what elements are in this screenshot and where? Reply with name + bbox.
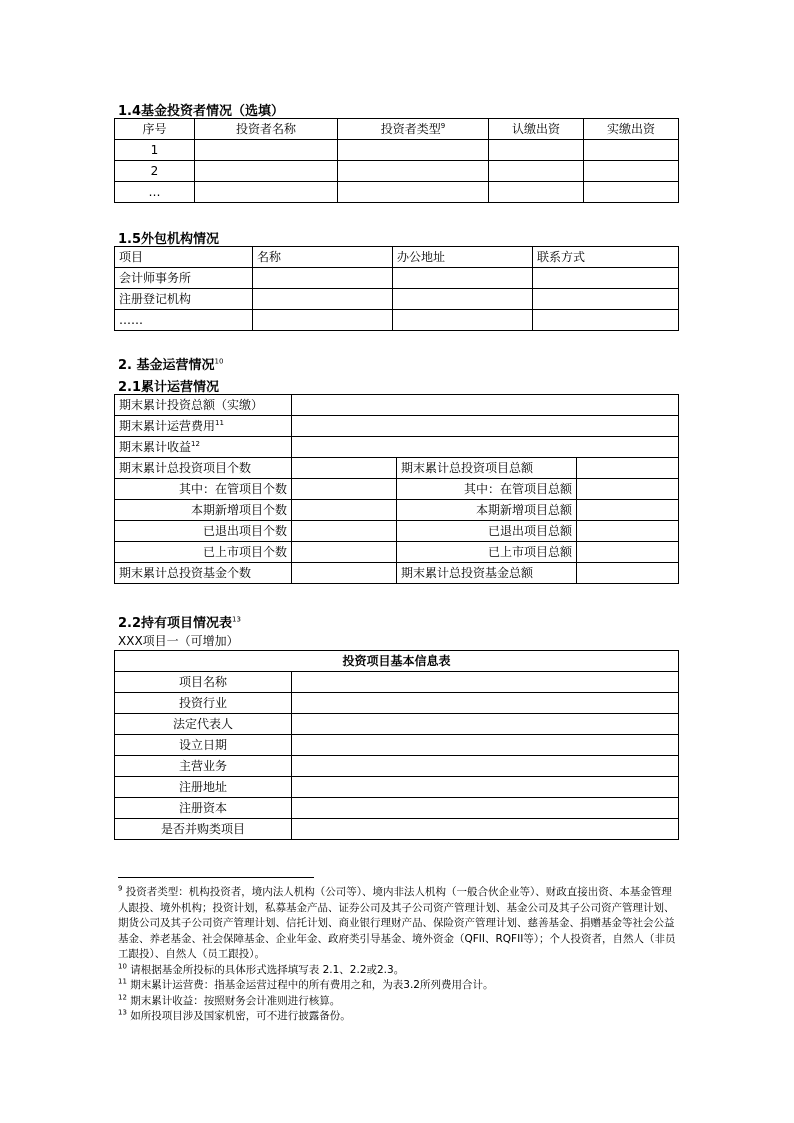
empty-cell	[292, 735, 679, 756]
table-row	[115, 714, 679, 735]
header-cell: 名称	[253, 247, 393, 268]
row-label: 期末累计运营费用$^{11}$	[115, 416, 292, 437]
table-row	[115, 521, 679, 542]
row-label: 本期新增项目个数	[115, 500, 292, 521]
footnote: $^{10}$ 请根据基金所投标的具体形式选择填写表 2.1、2.2或2.3。	[118, 962, 405, 976]
empty-cell	[292, 693, 679, 714]
empty-cell	[338, 161, 489, 182]
header-cell: 投资者名称	[195, 119, 338, 140]
project-info-table	[114, 650, 679, 840]
table-row	[115, 500, 679, 521]
empty-cell	[489, 140, 584, 161]
empty-cell	[533, 310, 679, 331]
table-row	[115, 735, 679, 756]
empty-cell	[292, 542, 397, 563]
row-number: …	[115, 182, 195, 203]
empty-cell	[338, 140, 489, 161]
row-number: 1	[115, 140, 195, 161]
empty-cell	[584, 182, 679, 203]
row-label: 注册登记机构	[115, 289, 253, 310]
empty-cell	[577, 521, 679, 542]
table-row	[115, 672, 679, 693]
footnote: $^{13}$ 如所投项目涉及国家机密，可不进行披露备份。	[118, 1008, 351, 1022]
row-label: 法定代表人	[115, 714, 292, 735]
table-row	[115, 416, 679, 437]
table-row	[115, 756, 679, 777]
table-row	[115, 458, 679, 479]
table-row	[115, 693, 679, 714]
empty-cell	[393, 289, 533, 310]
empty-cell	[393, 310, 533, 331]
row-label: 注册地址	[115, 777, 292, 798]
empty-cell	[292, 777, 679, 798]
empty-cell	[195, 140, 338, 161]
empty-cell	[577, 500, 679, 521]
row-label: 其中：在管项目总额	[397, 479, 577, 500]
empty-cell	[253, 289, 393, 310]
header-cell: 项目	[115, 247, 253, 268]
table-row	[115, 798, 679, 819]
row-label: 注册资本	[115, 798, 292, 819]
project-subtitle: XXX项目一（可增加）	[118, 634, 239, 648]
table-row	[115, 542, 679, 563]
row-label: 其中：在管项目个数	[115, 479, 292, 500]
empty-cell	[292, 672, 679, 693]
row-label: 期末累计总投资基金总额	[397, 563, 577, 584]
table-row	[115, 479, 679, 500]
row-label: 期末累计投资总额（实缴）	[115, 395, 292, 416]
table-header-row	[115, 119, 679, 140]
header-cell: 认缴出资	[489, 119, 584, 140]
empty-cell	[533, 268, 679, 289]
footnote: $^{11}$ 期末累计运营费：指基金运营过程中的所有费用之和，为表3.2所列费用合计。	[118, 977, 494, 991]
empty-cell	[338, 182, 489, 203]
row-number: 2	[115, 161, 195, 182]
table-title-row	[115, 651, 679, 672]
empty-cell	[577, 563, 679, 584]
row-label: 已退出项目总额	[397, 521, 577, 542]
table-row	[115, 777, 679, 798]
empty-cell	[292, 714, 679, 735]
empty-cell	[292, 756, 679, 777]
table-row	[115, 161, 679, 182]
table-row	[115, 310, 679, 331]
empty-cell	[253, 310, 393, 331]
empty-cell	[292, 416, 679, 437]
row-label: 设立日期	[115, 735, 292, 756]
row-label: 投资行业	[115, 693, 292, 714]
table-row	[115, 563, 679, 584]
empty-cell	[292, 395, 679, 416]
row-label: 已上市项目个数	[115, 542, 292, 563]
section-2-2-title: 2.2持有项目情况表$^{13}$	[118, 615, 241, 631]
empty-cell	[577, 479, 679, 500]
row-label: 已退出项目个数	[115, 521, 292, 542]
table-row	[115, 182, 679, 203]
empty-cell	[292, 500, 397, 521]
section-1-4-title: 1.4基金投资者情况（选填）	[118, 104, 285, 119]
empty-cell	[489, 182, 584, 203]
header-cell: 投资者类型$^9$	[338, 119, 489, 140]
section-2-1-title: 2.1累计运营情况	[118, 380, 220, 395]
empty-cell	[253, 268, 393, 289]
row-label: 是否并购类项目	[115, 819, 292, 840]
row-label: 主营业务	[115, 756, 292, 777]
section-1-5-title: 1.5外包机构情况	[118, 232, 220, 247]
table-row	[115, 437, 679, 458]
empty-cell	[584, 161, 679, 182]
row-label: 已上市项目总额	[397, 542, 577, 563]
footnote: $^{12}$ 期末累计收益：按照财务会计准则进行核算。	[118, 993, 341, 1007]
empty-cell	[292, 819, 679, 840]
header-cell: 序号	[115, 119, 195, 140]
row-label: ……	[115, 310, 253, 331]
table-row	[115, 395, 679, 416]
footnote: $^9$ 投资者类型：机构投资者，境内法人机构（公司等）、境内非法人机构（一般合伙企业等）、财政直接出资、本基金管理人跟投、境外机构；投资计划，私募基金产品、证券公司及其子公司资产管理计划、基金公司及其子公司资产管理计划、期货公司及其子公司资产管理计划、信托计划、商业银行理财产品、保险资产管理计划、慈善基金、捐赠基金等社会公益基金、养老基金、社会保障基金、企业年金、政府类引导基金、境外资金（QFII、RQFII等）；个人投资者，自然人（非员工跟投）、自然人（员工跟投）。	[118, 884, 676, 960]
outsourcing-table	[114, 246, 679, 331]
table-row	[115, 819, 679, 840]
empty-cell	[292, 521, 397, 542]
row-label: 期末累计总投资项目总额	[397, 458, 577, 479]
operations-table	[114, 394, 679, 584]
header-cell: 联系方式	[533, 247, 679, 268]
table-row	[115, 268, 679, 289]
table-row	[115, 140, 679, 161]
empty-cell	[393, 268, 533, 289]
section-2-title: 2. 基金运营情况$^{10}$	[118, 357, 224, 373]
empty-cell	[292, 437, 679, 458]
header-cell: 实缴出资	[584, 119, 679, 140]
investor-table	[114, 118, 679, 203]
empty-cell	[577, 542, 679, 563]
empty-cell	[584, 140, 679, 161]
row-label: 期末累计总投资基金个数	[115, 563, 292, 584]
footnote-separator	[118, 877, 314, 878]
empty-cell	[533, 289, 679, 310]
table-row	[115, 289, 679, 310]
row-label: 期末累计总投资项目个数	[115, 458, 292, 479]
empty-cell	[577, 458, 679, 479]
empty-cell	[489, 161, 584, 182]
row-label: 会计师事务所	[115, 268, 253, 289]
row-label: 本期新增项目总额	[397, 500, 577, 521]
footnotes	[118, 885, 680, 1025]
empty-cell	[292, 479, 397, 500]
empty-cell	[292, 458, 397, 479]
empty-cell	[292, 798, 679, 819]
row-label: 期末累计收益$^{12}$	[115, 437, 292, 458]
row-label: 项目名称	[115, 672, 292, 693]
table-title: 投资项目基本信息表	[115, 651, 679, 672]
header-cell: 办公地址	[393, 247, 533, 268]
table-header-row	[115, 247, 679, 268]
empty-cell	[195, 182, 338, 203]
empty-cell	[195, 161, 338, 182]
empty-cell	[292, 563, 397, 584]
